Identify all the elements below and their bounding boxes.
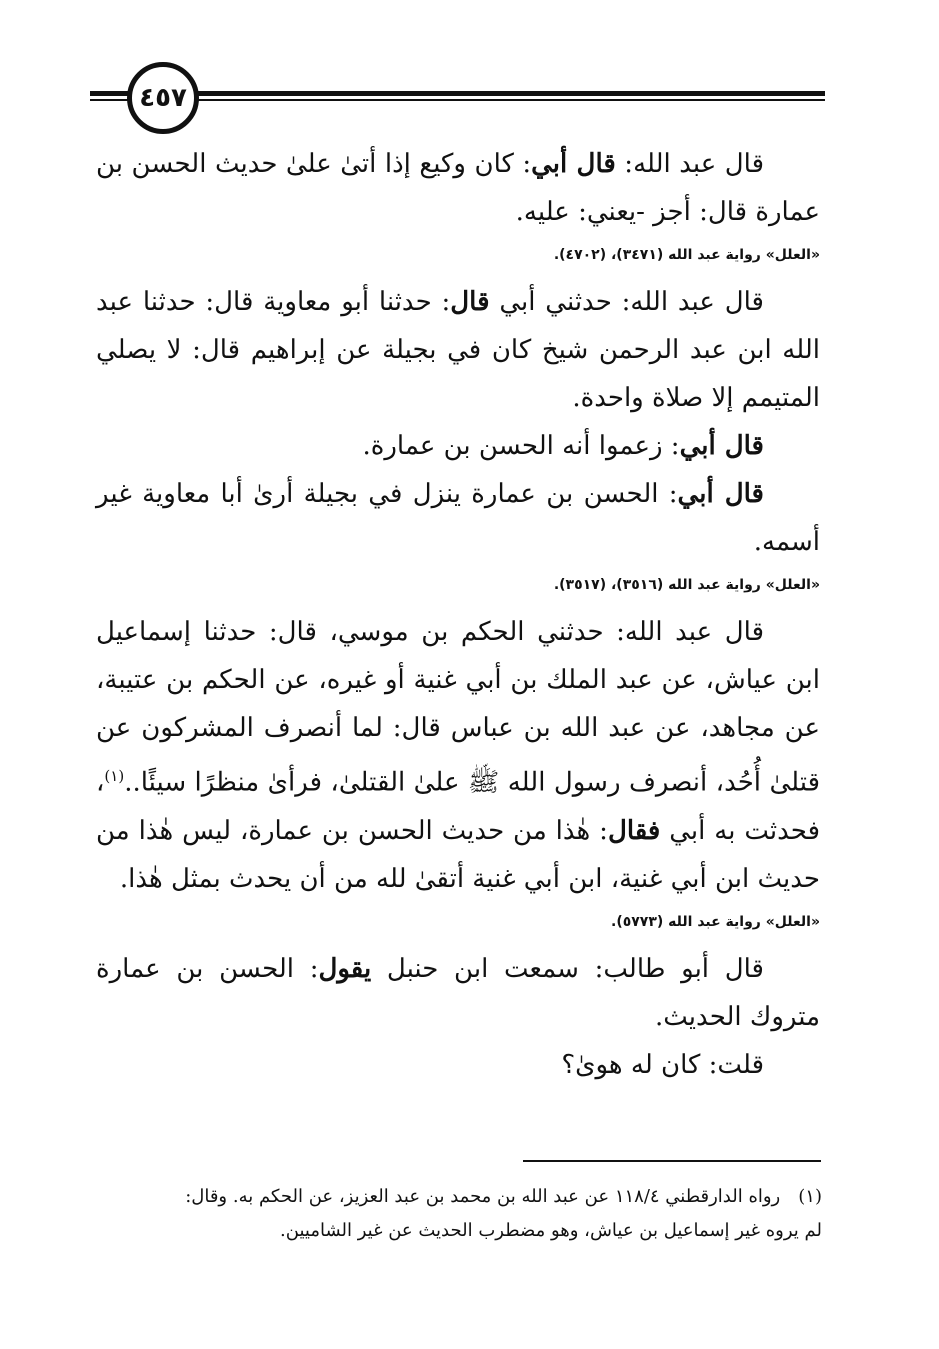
text-paragraph xyxy=(96,608,820,903)
text-paragraph xyxy=(96,278,820,422)
header-rule xyxy=(90,91,825,96)
text-run: : حدثنا أبو معاوية قال: حدثنا عبد الله ابن عبد الرحمن شيخ كان في بجيلة عن إبراهيم قال: لا يصلي المتيمم إلا صلاة واحدة. xyxy=(96,287,820,413)
text-run: ، فحدثت به أبي xyxy=(96,767,821,846)
footnote xyxy=(100,1180,822,1248)
text-paragraph xyxy=(96,1041,820,1089)
text-paragraph xyxy=(96,470,820,566)
page-number: ٤٥٧ xyxy=(127,62,199,134)
citation-reference: «العلل» رواية عبد الله (٥٧٧٣). xyxy=(611,913,820,930)
page-header xyxy=(90,62,825,137)
bold-phrase: يقول xyxy=(318,953,372,984)
text-paragraph xyxy=(96,422,820,470)
text-run: : كان وكيع إذا أتىٰ علىٰ حديث الحسن بن عمارة قال: أجز -يعني: عليه. xyxy=(96,149,820,227)
text-paragraph xyxy=(96,945,820,1041)
text-paragraph xyxy=(96,140,820,236)
footnote-text-1: رواه الدارقطني ١١٨/٤ عن عبد الله بن محمد بن عبد العزيز، عن الحكم به. وقال: xyxy=(185,1186,781,1207)
bold-phrase: قال أبي xyxy=(531,149,616,179)
footnote-reference: (١) xyxy=(104,767,125,785)
text-run: قال عبد الله: حدثني الحكم بن موسي، قال: حدثنا إسماعيل ابن عياش، عن عبد الملك بن أبي غنية أو غيره، عن الحكم بن عتيبة، عن مجاهد، عن عبد الله بن عباس قال: لما أنصرف المشركون عن قتلىٰ أُحُد، أنصرف رسول الله ﷺ علىٰ القتلىٰ، فرأىٰ منظرًا سيئًا.. xyxy=(96,617,820,798)
footnote-marker: (١) xyxy=(798,1186,822,1207)
citation-reference: «العلل» رواية عبد الله (٣٤٧١)، (٤٧٠٢). xyxy=(553,247,820,263)
text-run: قال عبد الله: حدثني أبي xyxy=(489,287,764,317)
text-run: قلت: كان له هوىٰ؟ xyxy=(561,1049,764,1080)
text-run: قال عبد الله: xyxy=(615,149,765,179)
bold-phrase: قال xyxy=(450,287,490,317)
text-run: : هٰذا من حديث الحسن بن عمارة، ليس هٰذا من حديث ابن أبي غنية، ابن أبي غنية أتقىٰ لله من أن يحدث بمثل هٰذا. xyxy=(96,815,820,894)
footnote-divider xyxy=(523,1160,821,1162)
page-body xyxy=(96,140,820,1089)
bold-phrase: فقال xyxy=(607,815,661,846)
bold-phrase: قال أبي xyxy=(677,479,764,509)
footnote-line-2: لم يروه غير إسماعيل بن عياش، وهو مضطرب الحديث عن غير الشاميين. xyxy=(280,1220,822,1241)
bold-phrase: قال أبي xyxy=(679,431,764,461)
text-run: : الحسن بن عمارة ينزل في بجيلة أرىٰ أبا معاوية غير أسمه. xyxy=(96,479,820,557)
footnote-line-1 xyxy=(100,1180,822,1214)
text-run: قال أبو طالب: سمعت ابن حنبل xyxy=(371,953,764,984)
header-rule-thin xyxy=(90,99,825,101)
text-run: : الحسن بن عمارة متروك الحديث. xyxy=(96,953,820,1032)
text-run: : زعموا أنه الحسن بن عمارة. xyxy=(362,431,680,461)
citation-reference: «العلل» رواية عبد الله (٣٥١٦)، (٣٥١٧). xyxy=(553,577,820,593)
